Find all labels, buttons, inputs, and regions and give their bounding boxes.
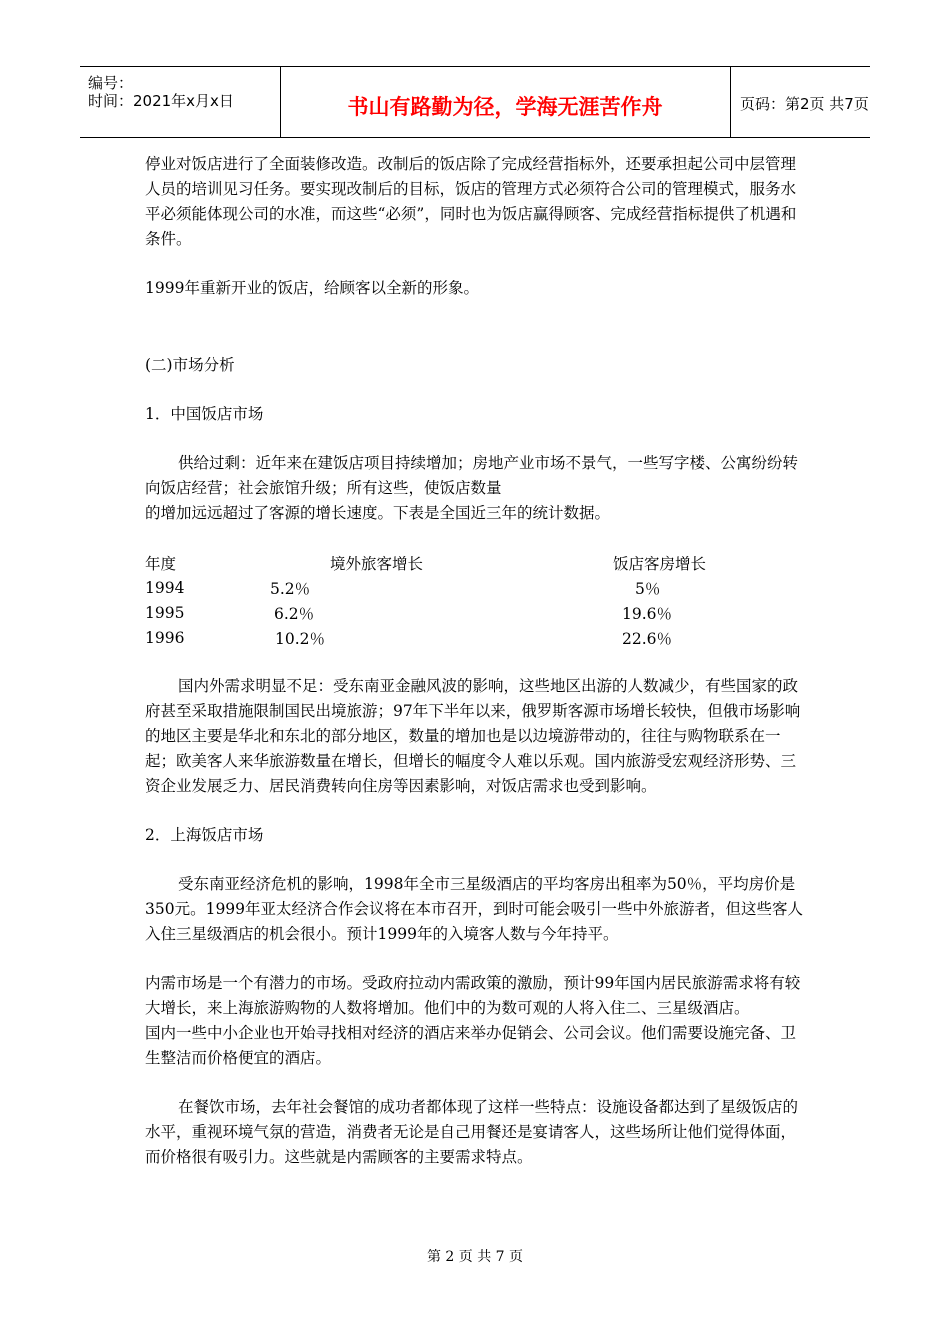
paragraph: 1999年重新开业的饭店，给顾客以全新的形象。 — [145, 279, 479, 297]
table-cell: 5.2％ — [270, 579, 311, 598]
paragraph: 内需市场是一个有潜力的市场。受政府拉动内需政策的激励，预计99年国内居民旅游需求将有较大增长，来上海旅游购物的人数将增加。他们中的为数可观的人将入住二、三星级酒店。 — [145, 974, 801, 1017]
table-cell: 10.2％ — [275, 629, 326, 648]
paragraph: 停业对饭店进行了全面装修改造。改制后的饭店除了完成经营指标外，还要承担起公司中层管理人员的培训见习任务。要实现改制后的目标，饭店的管理方式必须符合公司的管理模式，服务水平必须能体现公司的水准，而这些“必须”，同时也为饭店赢得顾客、完成经营指标提供了机遇和条件。 — [145, 155, 797, 248]
page-code: 页码：第2页 共7页 — [740, 95, 869, 113]
subsection-heading: 2．上海饭店市场 — [145, 826, 264, 844]
time-label: 时间：2021年x月x日 — [88, 92, 234, 110]
paragraph: 受东南亚经济危机的影响，1998年全市三星级酒店的平均客房出租率为50％，平均房价是350元。1999年亚太经济合作会议将在本市召开，到时可能会吸引一些中外旅游者，但这些客人入住三星级酒店的机会很小。预计1999年的入境客人数与今年持平。 — [145, 875, 804, 943]
document-body — [145, 152, 810, 1170]
header-meta — [80, 67, 281, 137]
number-label: 编号： — [88, 74, 134, 92]
paragraph: 在餐饮市场，去年社会餐馆的成功者都体现了这样一些特点：设施设备都达到了星级饭店的水平，重视环境气氛的营造，消费者无论是自己用餐还是宴请客人，这些场所让他们觉得体面，而价格很有吸引力。这些就是内需顾客的主要需求特点。 — [145, 1098, 799, 1166]
header-motto-cell — [280, 67, 731, 137]
table-row — [145, 625, 706, 650]
header-page-cell — [730, 67, 870, 137]
stats-table — [145, 550, 706, 650]
table-row — [145, 575, 706, 600]
table-header: 境外旅客增长 — [330, 554, 424, 573]
section-heading: (二)市场分析 — [145, 356, 235, 374]
paragraph: 国内外需求明显不足：受东南亚金融风波的影响，这些地区出游的人数减少，有些国家的政府甚至采取措施限制国民出境旅游；97年下半年以来，俄罗斯客源市场增长较快，但俄市场影响的地区主要是华北和东北的部分地区，数量的增加也是以边境游带动的，往往与购物联系在一起；欧美客人来华旅游数量在增长，但增长的幅度令人难以乐观。国内旅游受宏观经济形势、三资企业发展乏力、居民消费转向住房等因素影响，对饭店需求也受到影响。 — [145, 677, 801, 795]
table-row — [145, 600, 706, 625]
paragraph: 国内一些中小企业也开始寻找相对经济的酒店来举办促销会、公司会议。他们需要设施完备、卫生整洁而价格便宜的酒店。 — [145, 1024, 797, 1067]
paragraph: 的增加远远超过了客源的增长速度。下表是全国近三年的统计数据。 — [145, 504, 611, 522]
subsection-heading: 1．中国饭店市场 — [145, 405, 264, 423]
table-cell: 1995 — [145, 603, 185, 622]
motto: 书山有路勤为径，学海无涯苦作舟 — [347, 95, 663, 119]
page-footer: 第 2 页 共 7 页 — [426, 1249, 524, 1265]
table-cell: 1994 — [145, 578, 185, 597]
table-cell: 6.2％ — [274, 604, 315, 623]
table-header: 饭店客房增长 — [613, 554, 707, 573]
table-cell: 22.6％ — [622, 629, 673, 648]
table-header: 年度 — [145, 554, 177, 573]
table-cell: 1996 — [145, 628, 185, 647]
table-cell: 5％ — [635, 579, 661, 598]
paragraph: 供给过剩：近年来在建饭店项目持续增加；房地产业市场不景气，一些写字楼、公寓纷纷转向饭店经营；社会旅馆升级；所有这些，使饭店数量 — [145, 454, 799, 497]
table-cell: 19.6％ — [622, 604, 673, 623]
page-header — [80, 66, 870, 138]
table-header-row — [145, 550, 706, 575]
